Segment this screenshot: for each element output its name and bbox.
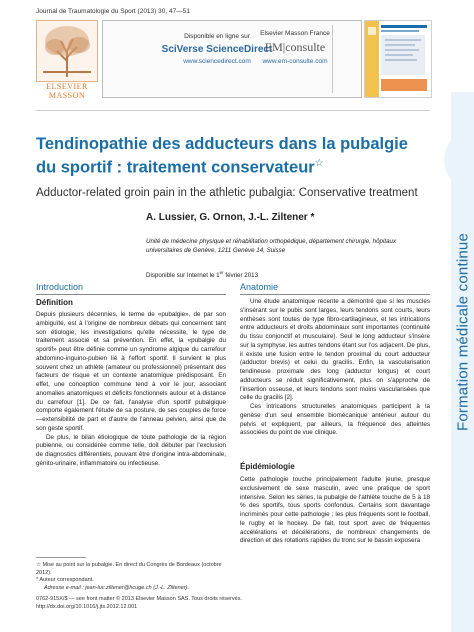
anatomie-text [240, 298, 430, 438]
side-banner [451, 92, 474, 632]
affiliation: Unité de médecine physique et réhabilitation orthopédique, département chirurgie, hôpitaux universitaires de Genève, 1211 Genève 14, Suisse [146, 238, 397, 254]
journal-reference: Journal de Traumatologie du Sport (2013) 30, 47—51 [36, 8, 190, 15]
section-heading-anatomie: Anatomie [240, 282, 279, 292]
publisher-france-text: Elsevier Masson France [260, 30, 330, 37]
section-rule-introduction [36, 294, 226, 295]
footnote-rule [36, 557, 86, 558]
footnotes [36, 562, 226, 592]
intro-paragraph-1: Depuis plusieurs décennies, le terme de «pubalgie», de par son ambiguïté, est à l'origine de nombreux débats qui concernent tant son étiologie, les investigations qu'elle nécessite, le type de traitement associé et sa prévention. En effet, la «pubalgie du sportif» peut être définie comme un syndrome algique du carrefour abdomino-inguino-pubien lié à l'effort sportif. Il survient le plus souvent chez un athlète (amateur ou professionnel) présentant des facteurs de risque et un contexte anatomique prédisposant. En effet, une conception commune tend à voir le jour, associant anomalies anatomiques et déficits fonctionnels autour et à distance du carrefour [1]. De ce fait, l'analyse d'un sportif pubalgique comporte également l'étude de sa posture, de ses couples de force—extensibilité de part et d'autre de l'anneau pelvien, ainsi que de son geste sportif. [36, 311, 226, 432]
author-list: A. Lussier, G. Ornon, J.-L. Ziltener * [146, 212, 315, 223]
footnote-corresponding: * Auteur correspondant. [36, 577, 94, 583]
section-rule-anatomie [240, 294, 430, 295]
side-banner-label: Formation médicale continue [454, 233, 472, 431]
online-date-suffix: février 2013 [223, 272, 259, 280]
footnote-email[interactable]: Adresse e-mail : jean-luc.ziltener@hcuge.ch (J.-L. Ziltener). [44, 584, 189, 591]
publication-info [36, 596, 336, 611]
sciverse-brand: SciVerse ScienceDirect [161, 44, 273, 55]
article-title-text: Tendinopathie des adducteurs dans la pubalgie du sportif : traitement conservateur [36, 135, 408, 177]
header-rule [36, 110, 430, 111]
journal-cover-thumbnail [364, 20, 432, 98]
article-subtitle: Adductor-related groin pain in the athletic pubalgia: Conservative treatment [36, 187, 418, 199]
emconsulte-link[interactable]: www.em-consulte.com [262, 58, 328, 65]
doi-link[interactable]: http://dx.doi.org/10.1016/j.jts.2012.12.001 [36, 603, 138, 610]
available-online-text: Disponible en ligne sur [184, 33, 250, 40]
sciencedirect-link[interactable]: www.sciencedirect.com [183, 58, 251, 65]
publisher-name: ELSEVIER MASSON [46, 82, 88, 100]
section-heading-introduction: Introduction [36, 282, 84, 292]
epidemiologie-paragraph-1: Cette pathologie touche principalement l'adulte jeune, presque exclusivement de sexe masculin, avec une pratique de sport intensive. Selon les séries, la pubalgie de l'athlète touche de 5 à 18 % des sportifs, tous sports confondus. Certains sont davantage incriminés pour cette pathologie ; les plus fréquents sont le football, le rugby et le hockey. De fait, tout sport avec de fréquentes accélérations et décélérations, de nombreux changements de direction et des rotations rapides du tronc sur le bassin exposera [240, 476, 430, 545]
title-footnote-mark: ☆ [314, 158, 324, 169]
emconsulte-column [232, 30, 358, 65]
online-date [146, 270, 258, 279]
epidemiologie-text [240, 476, 430, 546]
introduction-text [36, 311, 226, 469]
article-title [36, 134, 428, 178]
subsection-heading-definition: Définition [36, 298, 73, 307]
online-date-sup: er [219, 270, 224, 275]
emconsulte-brand: EM|consulte [264, 40, 326, 54]
section-heading-epidemiologie: Épidémiologie [240, 462, 295, 471]
footnote-star: ☆ Mise au point sur la pubalgie. En direct du Congrès de Bordeaux (octobre 2012). [36, 562, 222, 576]
online-date-prefix: Disponible sur Internet le 1 [146, 272, 220, 280]
intro-paragraph-2: De plus, le bilan étiologique de toute pathologie de la région pubienne, ou considérée comme telle, doit débuter par l'exclusion de diagnostics différentiels, pouvant être d'origine intra-abdominale, génito-urinaire, inflammatoire ou infectieuse. [36, 433, 226, 467]
elsevier-tree-logo [36, 20, 98, 82]
anatomie-paragraph-1: Une étude anatomique récente a démontré que si les muscles s'insérant sur le pubis sont larges, leurs tendons sont courts, leurs enthèses sont toutes de type fibro-cartilagineux, et les intrications entre adducteurs et droits abdominaux sont importantes (continuité du tissu conjonctif et musculaire). Seul le long adducteur s'insère sur la symphyse, les autres tendons étant sur l'os adjacent. De plus, il existe une fusion entre le tendon proximal du court adducteur (adductor brevis) et celui du gracilis. Enfin, la vascularisation tendineuse proximale des long (adductor longus) et court adducteurs se réduit significativement, plus on s'approche de l'insertion osseuse, et leurs tendons sont moins vascularisées que celle du gracilis [2]. [240, 298, 430, 402]
anatomie-paragraph-2: Ces intrications structurelles anatomiques participent à la genèse d'un seul ensemble biomécanique antérieur autour du pelvis et expliquent, par ailleurs, la fréquence des atteintes associées du point de vue clinique. [240, 403, 430, 437]
issn-line: 0762-915X/$ — see front matter © 2013 Elsevier Masson SAS. Tous droits réservés. [36, 596, 243, 602]
